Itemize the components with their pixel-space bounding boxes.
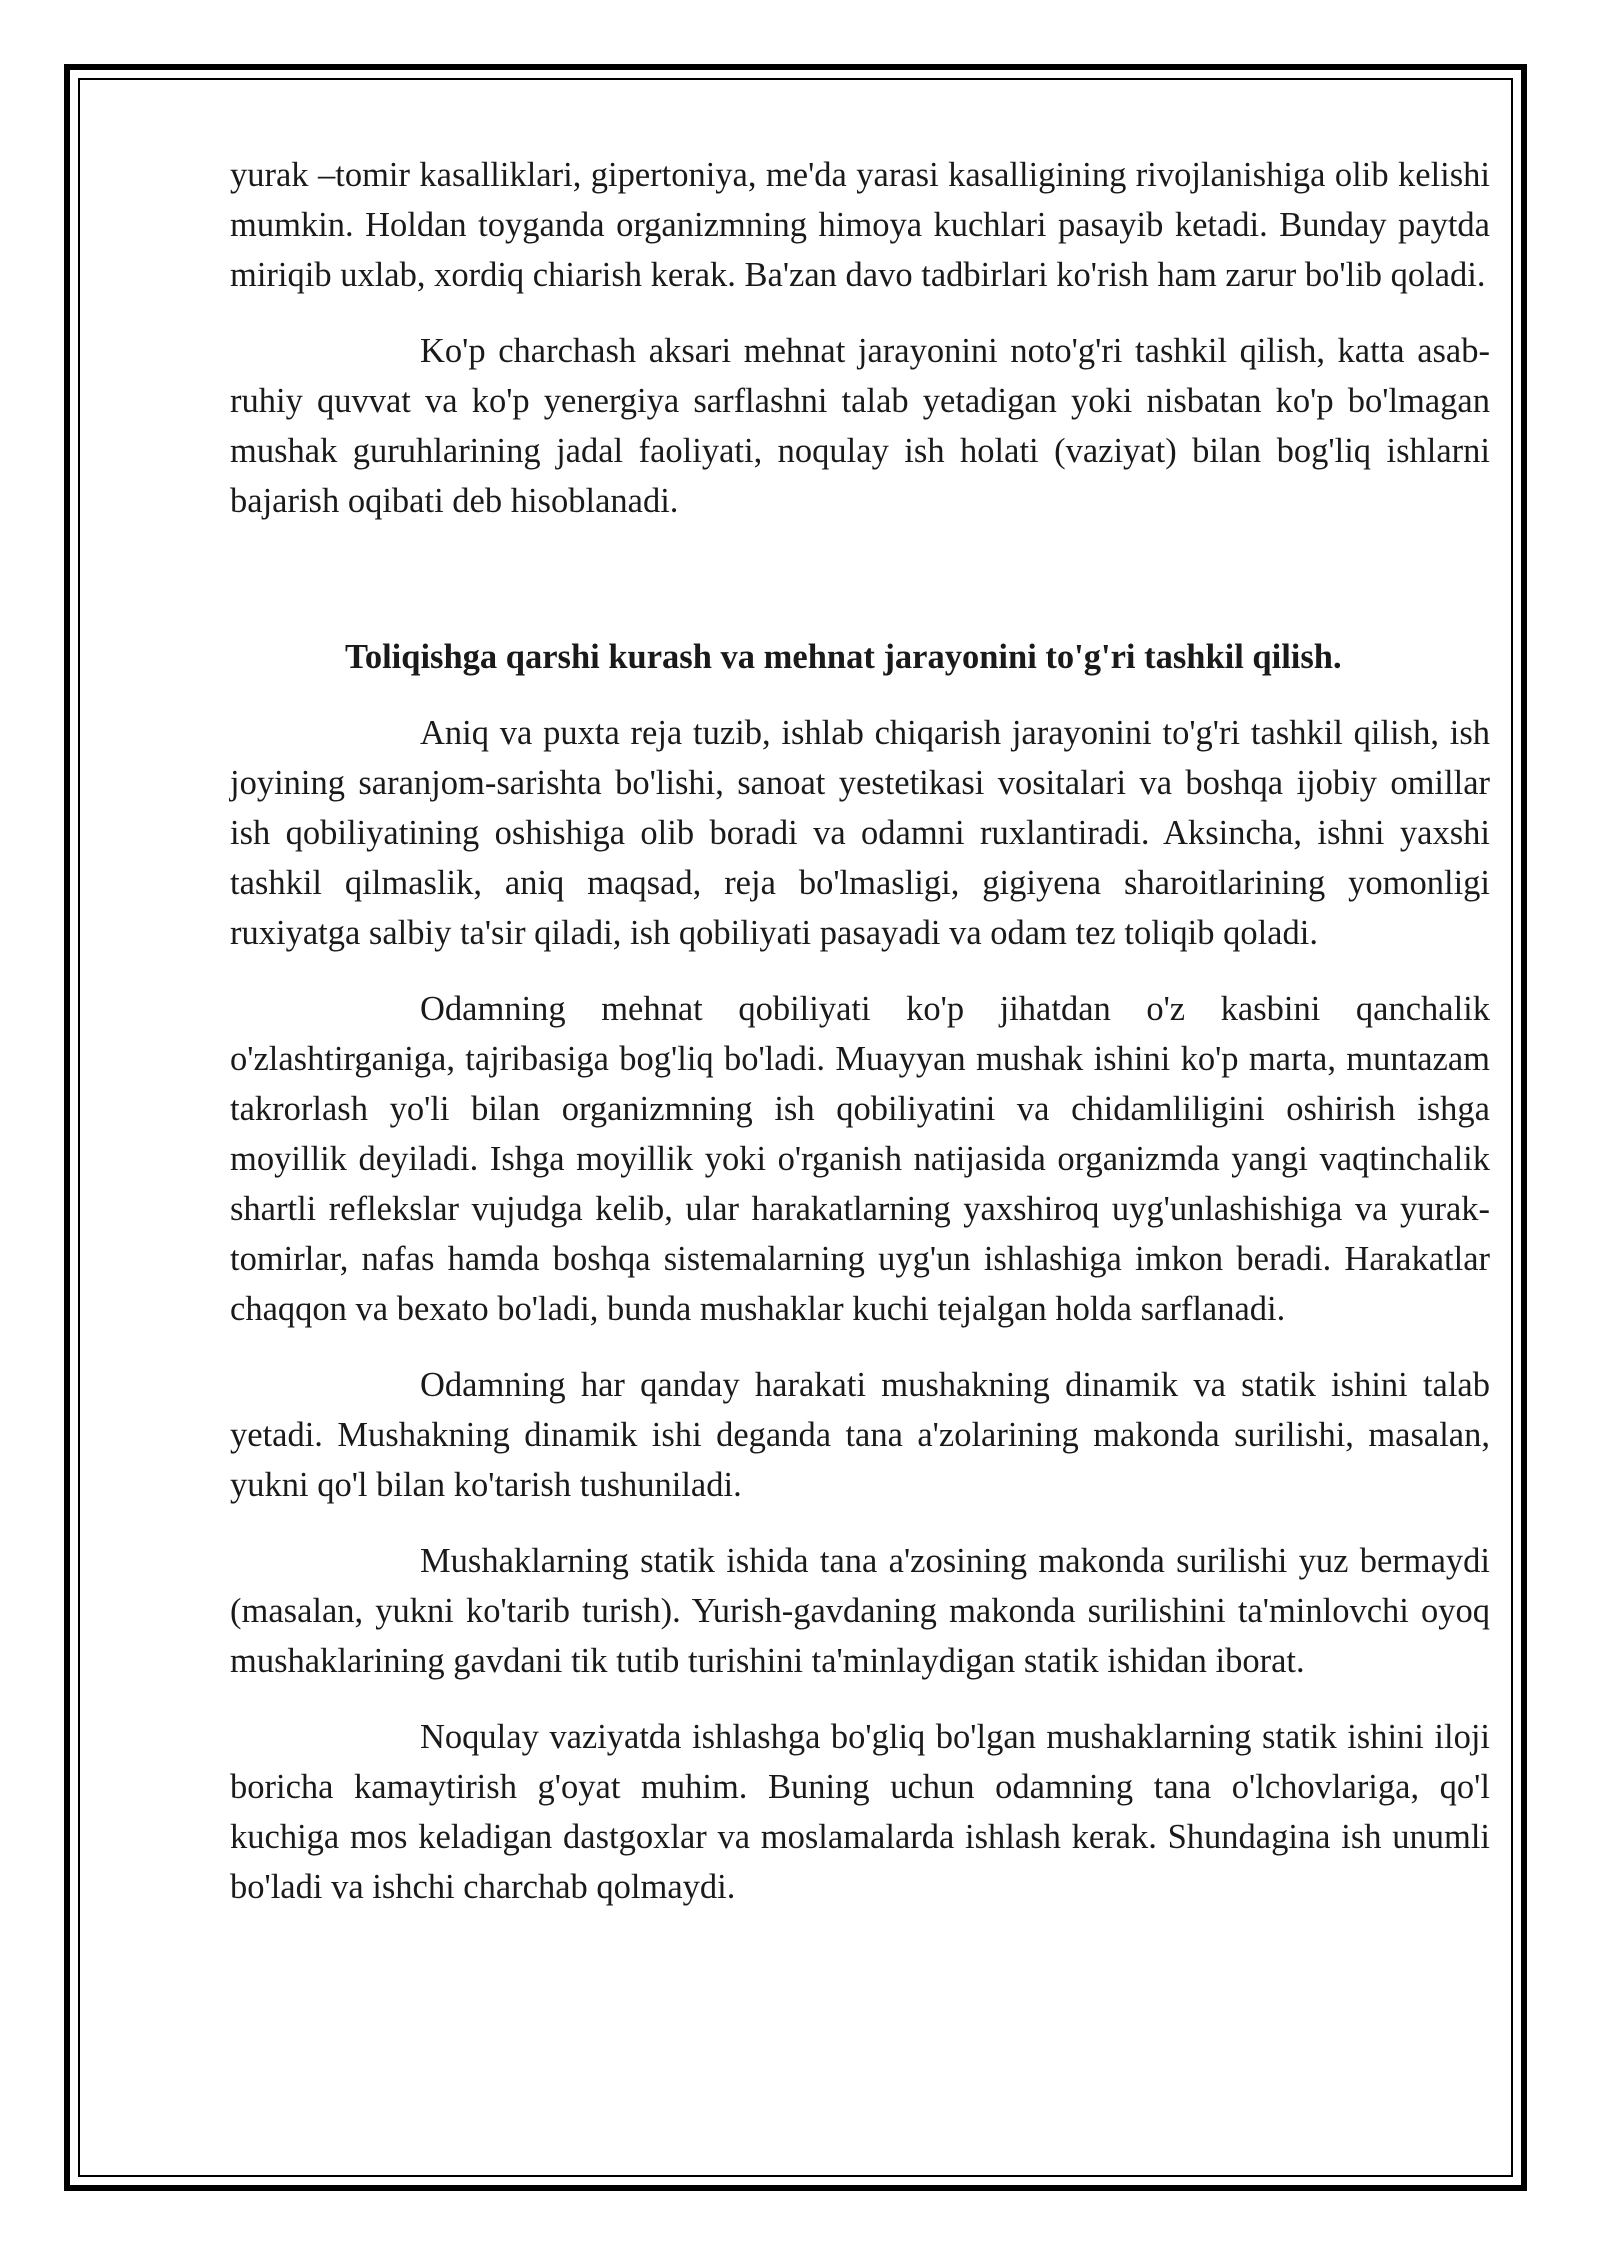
- section-heading: Toliqishga qarshi kurash va mehnat jarayonini to'g'ri tashkil qilish.: [345, 638, 1342, 676]
- paragraph-2: Ko'p charchash aksari mehnat jarayonini noto'g'ri tashkil qilish, katta asab-ruhiy quvvat va ko'p yenergiya sarflashni talab yetadigan yoki nisbatan ko'p bo'lmagan mushak guruhlarining jadal faoliyati, noqulay ish holati (vaziyat) bilan bog'liq ishlarni bajarish oqibati deb hisoblanadi.: [230, 332, 1490, 520]
- paragraph-3: Aniq va puxta reja tuzib, ishlab chiqarish jarayonini to'g'ri tashkil qilish, ish joyining saranjom-sarishta bo'lishi, sanoat yestetikasi vositalari va boshqa ijobiy omillar ish qobiliyatining oshishiga olib boradi va odamni ruxlantiradi. Aksincha, ishni yaxshi tashkil qilmaslik, aniq maqsad, reja bo'lmasligi, gigiyena sharoitlarining yomonligi ruxiyatga salbiy ta'sir qiladi, ish qobiliyati pasayadi va odam tez toliqib qoladi.: [230, 714, 1490, 952]
- document-body: [230, 150, 1490, 1912]
- paragraph-7: Noqulay vaziyatda ishlashga bo'gliq bo'lgan mushaklarning statik ishini iloji boricha kamaytirish g'oyat muhim. Buning uchun odamning tana o'lchovlariga, qo'l kuchiga mos keladigan dastgoxlar va moslamalarda ishlash kerak. Shundagina ish unumli bo'ladi va ishchi charchab qolmaydi.: [230, 1718, 1490, 1906]
- paragraph-1: yurak –tomir kasalliklari, gipertoniya, me'da yarasi kasalligining rivojlanishiga olib kelishi mumkin. Holdan toyganda organizmning himoya kuchlari pasayib ketadi. Bunday paytda miriqib uxlab, xordiq chiarish kerak. Ba'zan davo tadbirlari ko'rish ham zarur bo'lib qoladi.: [230, 156, 1490, 294]
- paragraph-5: Odamning har qanday harakati mushakning dinamik va statik ishini talab yetadi. Mushakning dinamik ishi deganda tana a'zolarining makonda surilishi, masalan, yukni qo'l bilan ko'tarish tushuniladi.: [230, 1366, 1490, 1504]
- paragraph-6: Mushaklarning statik ishida tana a'zosining makonda surilishi yuz bermaydi (masalan, yukni ko'tarib turish). Yurish-gavdaning makonda surilishini ta'minlovchi oyoq mushaklarining gavdani tik tutib turishini ta'minlaydigan statik ishidan iborat.: [230, 1542, 1490, 1680]
- section-heading-wrap: [230, 632, 1490, 682]
- paragraph-4: Odamning mehnat qobiliyati ko'p jihatdan o'z kasbini qanchalik o'zlashtirganiga, tajribasiga bog'liq bo'ladi. Muayyan mushak ishini ko'p marta, muntazam takrorlash yo'li bilan organizmning ish qobiliyatini va chidamliligini oshirish ishga moyillik deyiladi. Ishga moyillik yoki o'rganish natijasida organizmda yangi vaqtinchalik shartli reflekslar vujudga kelib, ular harakatlarning yaxshiroq uyg'unlashishiga va yurak-tomirlar, nafas hamda boshqa sistemalarning uyg'un ishlashiga imkon beradi. Harakatlar chaqqon va bexato bo'ladi, bunda mushaklar kuchi tejalgan holda sarflanadi.: [230, 990, 1490, 1328]
